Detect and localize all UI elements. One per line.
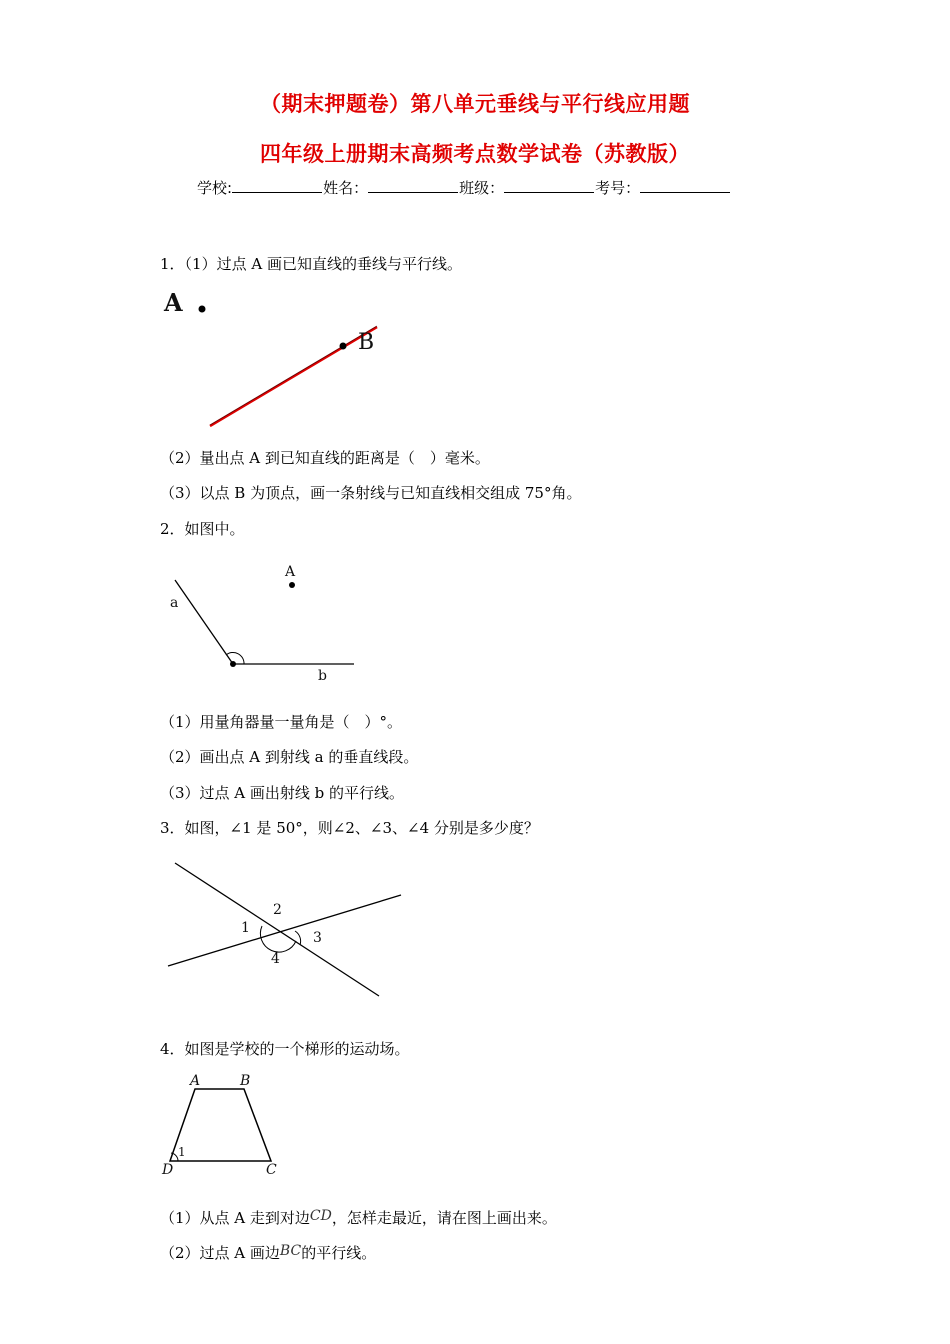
exam-no-label: 考号： [595,179,641,197]
school-label: 学校: [197,179,233,197]
q4-sub2-pre: （2）过点 A 画边 [160,1244,280,1262]
q1-label-b: B [358,330,375,355]
q3-figure [165,858,405,1003]
q4-label-D: D [162,1162,174,1178]
q4-label-B: B [240,1073,251,1089]
q4-stem: 4．如图是学校的一个梯形的运动场。 [160,1040,410,1058]
q2-stem: 2．如图中。 [160,520,245,538]
q1-line-shadow [210,326,377,425]
q1-point-a [199,306,206,313]
q4-sub1 [160,1207,557,1228]
q3-label-4: 4 [271,951,280,967]
q1-sub2: （2）量出点 A 到已知直线的距离是（ ）毫米。 [160,449,490,467]
q1-sub3: （3）以点 B 为顶点，画一条射线与已知直线相交组成 75°角。 [160,484,582,502]
q4-label-C: C [266,1162,277,1178]
q2-label-b: b [318,668,327,684]
q3-line-2 [168,895,401,966]
q3-line-1 [175,863,379,996]
q2-label-a: a [170,595,179,611]
q4-sub1-post: ，怎样走最近，请在图上画出来。 [331,1209,557,1227]
q2-point-a [289,582,295,588]
q4-figure [160,1070,290,1180]
q3-stem: 3．如图，∠1 是 50°，则∠2、∠3、∠4 分别是多少度？ [160,819,539,837]
school-blank[interactable] [232,178,322,193]
q4-sub2-post: 的平行线。 [301,1244,377,1262]
name-blank[interactable] [368,178,458,193]
q1-figure [160,285,400,435]
class-blank[interactable] [504,178,594,193]
q4-sub1-math: CD [309,1208,332,1224]
q1-red-line [210,327,377,426]
q2-ray-a [175,580,233,664]
q4-sub1-pre: （1）从点 A 走到对边 [160,1209,310,1227]
q4-label-1: 1 [178,1145,186,1159]
q2-label-A: A [285,564,296,580]
q1-label-a: A [164,288,183,317]
q1-stem: 1．（1）过点 A 画已知直线的垂线与平行线。 [160,255,462,273]
name-label: 姓名： [323,179,369,197]
q3-label-1: 1 [241,920,250,936]
student-info-row [197,177,731,198]
q2-sub1: （1）用量角器量一量角是（ ）°。 [160,713,403,731]
exam-no-blank[interactable] [640,178,730,193]
q4-label-A: A [190,1073,201,1089]
q4-sub2-math: BC [279,1243,302,1259]
title-line-1: （期末押题卷）第八单元垂线与平行线应用题 [260,92,690,116]
q1-point-b [340,343,347,350]
title-line-2: 四年级上册期末高频考点数学试卷（苏教版） [260,142,690,166]
q3-label-2: 2 [273,902,282,918]
q2-sub3: （3）过点 A 画出射线 b 的平行线。 [160,784,405,802]
q3-label-3: 3 [313,930,322,946]
q4-sub2 [160,1242,376,1263]
q2-figure [160,558,370,688]
q2-sub2: （2）画出点 A 到射线 a 的垂直线段。 [160,748,419,766]
q2-vertex [230,661,236,667]
class-label: 班级： [459,179,505,197]
